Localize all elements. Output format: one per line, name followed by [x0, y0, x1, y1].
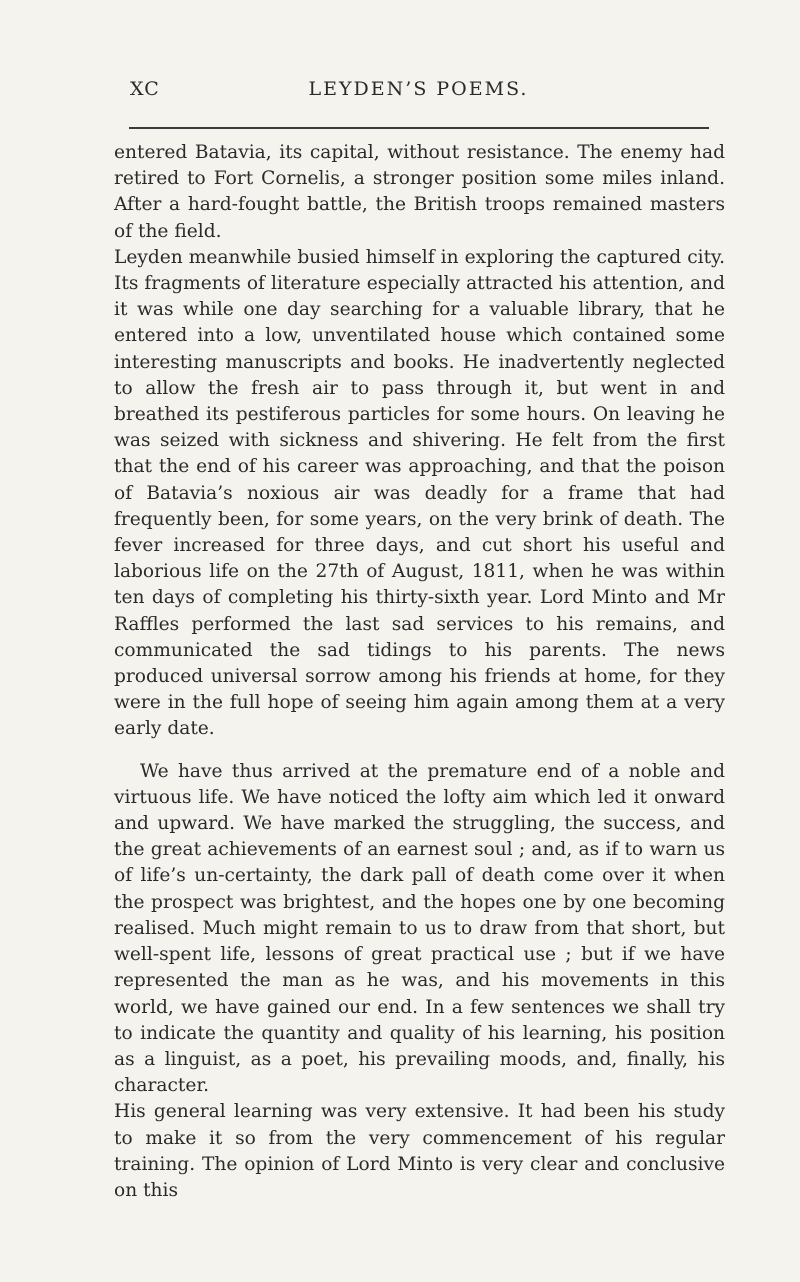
header-rule — [129, 127, 709, 129]
paragraph: Leyden meanwhile busied himself in exploring the captured city. Its fragments of literature especially attracted his attention, and it was while one day searching for a valuable library, that he entered into a low, unventilated house which contained some interesting manuscripts and books. He inadvertently neglected to allow the fresh air to pass through it, but went in and breathed its pestiferous particles for some hours. On leaving he was seized with sickness and shivering. He felt from the first that the end of his career was approaching, and that the poison of Batavia’s noxious air was deadly for a frame that had frequently been, for some years, on the very brink of death. The fever increased for three days, and cut short his useful and laborious life on the 27th of August, 1811, when he was within ten days of completing his thirty-sixth year. Lord Minto and Mr Raffles performed the last sad services to his remains, and communicated the sad tidings to his parents. The news produced universal sorrow among his friends at home, for they were in the full hope of seeing him again among them at a very early date. — [114, 246, 725, 740]
body-text — [114, 140, 725, 1204]
running-title: LEYDEN’S POEMS. — [308, 78, 529, 100]
paragraph: entered Batavia, its capital, without resistance. The enemy had retired to Fort Cornelis, a stronger position some miles inland. After a hard-fought battle, the British troops remained masters of the field. — [114, 142, 725, 242]
page-header — [130, 78, 707, 108]
page-number: XC — [130, 78, 160, 100]
paragraph: His general learning was very extensive. It had been his study to make it so from the very commencement of his regular training. The opinion of Lord Minto is very clear and conclusive on this — [114, 1101, 725, 1201]
paragraph: We have thus arrived at the premature end of a noble and virtuous life. We have noticed the lofty aim which led it onward and upward. We have marked the struggling, the success, and the great achievements of an earnest soul ; and, as if to warn us of life’s un-certainty, the dark pall of death come over it when the prospect was brightest, and the hopes one by one becoming realised. Much might remain to us to draw from that short, but well-spent life, lessons of great practical use ; but if we have represented the man as he was, and his movements in this world, we have gained our end. In a few sentences we shall try to indicate the quantity and quality of his learning, his position as a linguist, as a poet, his prevailing moods, and, finally, his character. — [114, 760, 725, 1097]
